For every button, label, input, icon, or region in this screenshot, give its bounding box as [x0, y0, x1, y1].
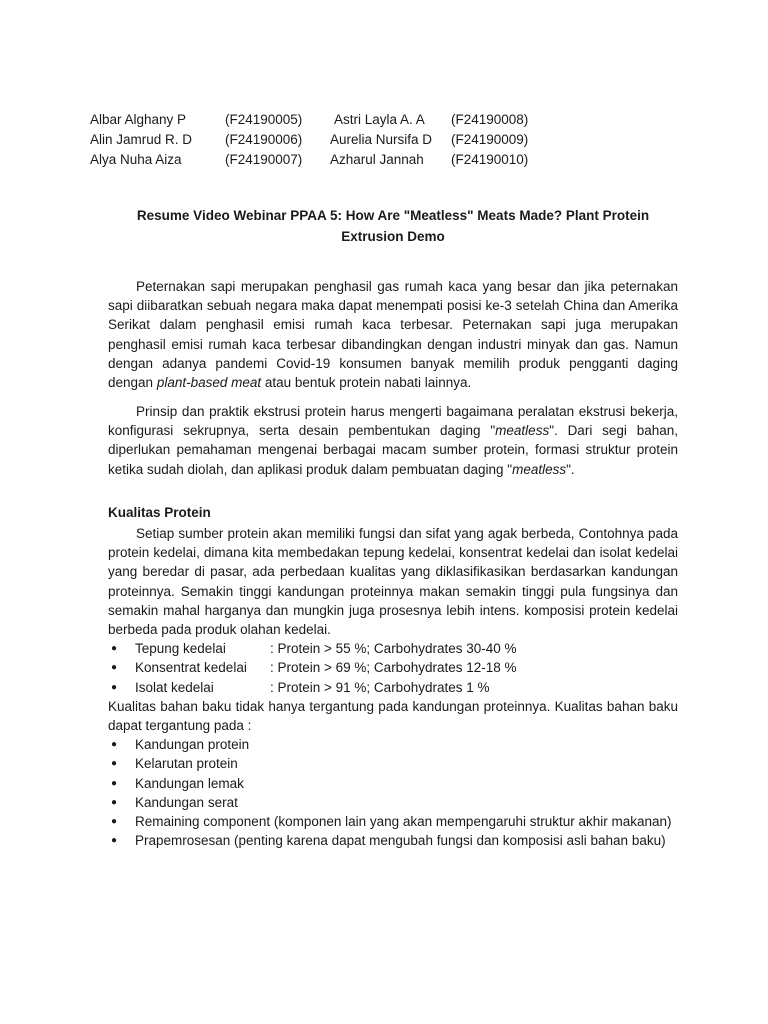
- author-name: Astri Layla A. A: [334, 112, 425, 127]
- section-body: [108, 524, 678, 850]
- document-title: [108, 205, 678, 247]
- section-intro: Setiap sumber protein akan memiliki fungsi dan sifat yang agak berbeda, Contohnya pada protein kedelai, dimana kita membedakan tepung kedelai, konsentrat kedelai dan isolat kedelai yang beredar di pasar, ada perbedaan kualitas yang diklasifikasikan berdasarkan kandungan proteinnya. Semakin tinggi kandungan proteinnya makan semakin tinggi pula fungsinya dan semakin mahal harganya dan mungkin juga prosesnya lebih intens. komposisi protein kedelai berbeda pada produk olahan kedelai.: [108, 526, 678, 638]
- author-row: [90, 130, 690, 150]
- spec-name: Tepung kedelai: [135, 641, 226, 657]
- list-item: [108, 678, 678, 697]
- title-line: Extrusion Demo: [341, 229, 445, 244]
- paragraph-intro: [108, 277, 678, 392]
- paragraph-text: Peternakan sapi merupakan penghasil gas rumah kaca yang besar dan jika peternakan sapi diibaratkan sebuah negara maka dapat menempati posisi ke-3 setelah China dan Amerika Serikat dalam penghasil emisi rumah kaca terbesar. Peternakan sapi juga merupakan penghasil emisi rumah kaca terbesar dibandingkan dengan industri minyak dan gas. Namun dengan adanya pandemi Covid-19 konsumen banyak memilih produk pengganti daging dengan: [108, 279, 678, 391]
- title-line: Resume Video Webinar PPAA 5: How Are "Meatless" Meats Made? Plant Protein: [136, 208, 650, 223]
- author-id: (F24190006): [225, 132, 303, 147]
- section-heading: Kualitas Protein: [108, 505, 211, 520]
- italic-term: plant-based meat: [156, 375, 262, 391]
- paragraph-principle: [108, 402, 678, 479]
- author-id: (F24190008): [451, 112, 529, 127]
- author-name: Aurelia Nursifa D: [330, 132, 433, 147]
- italic-term: meatless: [495, 423, 550, 439]
- author-id: (F24190007): [225, 152, 303, 167]
- author-id: (F24190005): [225, 112, 303, 127]
- author-row: [90, 110, 690, 130]
- italic-term: meatless: [512, 461, 567, 477]
- list-item: [108, 658, 678, 677]
- author-id: (F24190009): [451, 132, 529, 147]
- spec-name: Isolat kedelai: [135, 679, 214, 695]
- paragraph-text: ".: [566, 461, 575, 477]
- spec-value: : Protein > 55 %; Carbohydrates 30-40 %: [270, 641, 517, 657]
- author-id: (F24190010): [451, 152, 529, 167]
- author-list: [90, 110, 690, 170]
- spec-name: Konsentrat kedelai: [135, 660, 247, 676]
- spec-value: : Protein > 91 %; Carbohydrates 1 %: [270, 679, 490, 695]
- author-name: Azharul Jannah: [330, 152, 424, 167]
- list-item: ● Kandungan protein: [108, 735, 678, 754]
- list-item: ● Kandungan serat: [108, 793, 678, 812]
- author-name: Alin Jamrud R. D: [90, 132, 193, 147]
- paragraph-text: atau bentuk protein nabati lainnya.: [261, 375, 472, 391]
- author-name: Alya Nuha Aiza: [90, 152, 182, 167]
- spec-value: : Protein > 69 %; Carbohydrates 12-18 %: [270, 660, 517, 676]
- list-item: [108, 639, 678, 658]
- list-item: ● Prapemrosesan (penting karena dapat mengubah fungsi dan komposisi asli bahan baku): [108, 831, 678, 850]
- quality-intro: Kualitas bahan baku tidak hanya tergantung pada kandungan proteinnya. Kualitas bahan baku dapat tergantung pada :: [108, 698, 678, 734]
- quality-factor-list: [108, 735, 678, 850]
- paragraph-text: Prinsip dan praktik ekstrusi protein harus mengerti bagaimana peralatan ekstrusi bekerja, konfigurasi sekrupnya, serta desain pembentukan daging ": [108, 404, 678, 439]
- list-item: ● Kelarutan protein: [108, 754, 678, 773]
- list-item: ● Remaining component (komponen lain yang akan mempengaruhi struktur akhir makanan): [108, 812, 678, 831]
- list-item: ● Kandungan lemak: [108, 774, 678, 793]
- author-name: Albar Alghany P: [90, 112, 187, 127]
- protein-spec-list: [108, 639, 678, 697]
- paragraph-text: ". Dari segi bahan, diperlukan pemahaman mengenai berbagai macam sumber protein, formasi struktur protein ketika sudah diolah, dan aplikasi produk dalam pembuatan daging ": [108, 423, 679, 477]
- author-row: [90, 150, 690, 170]
